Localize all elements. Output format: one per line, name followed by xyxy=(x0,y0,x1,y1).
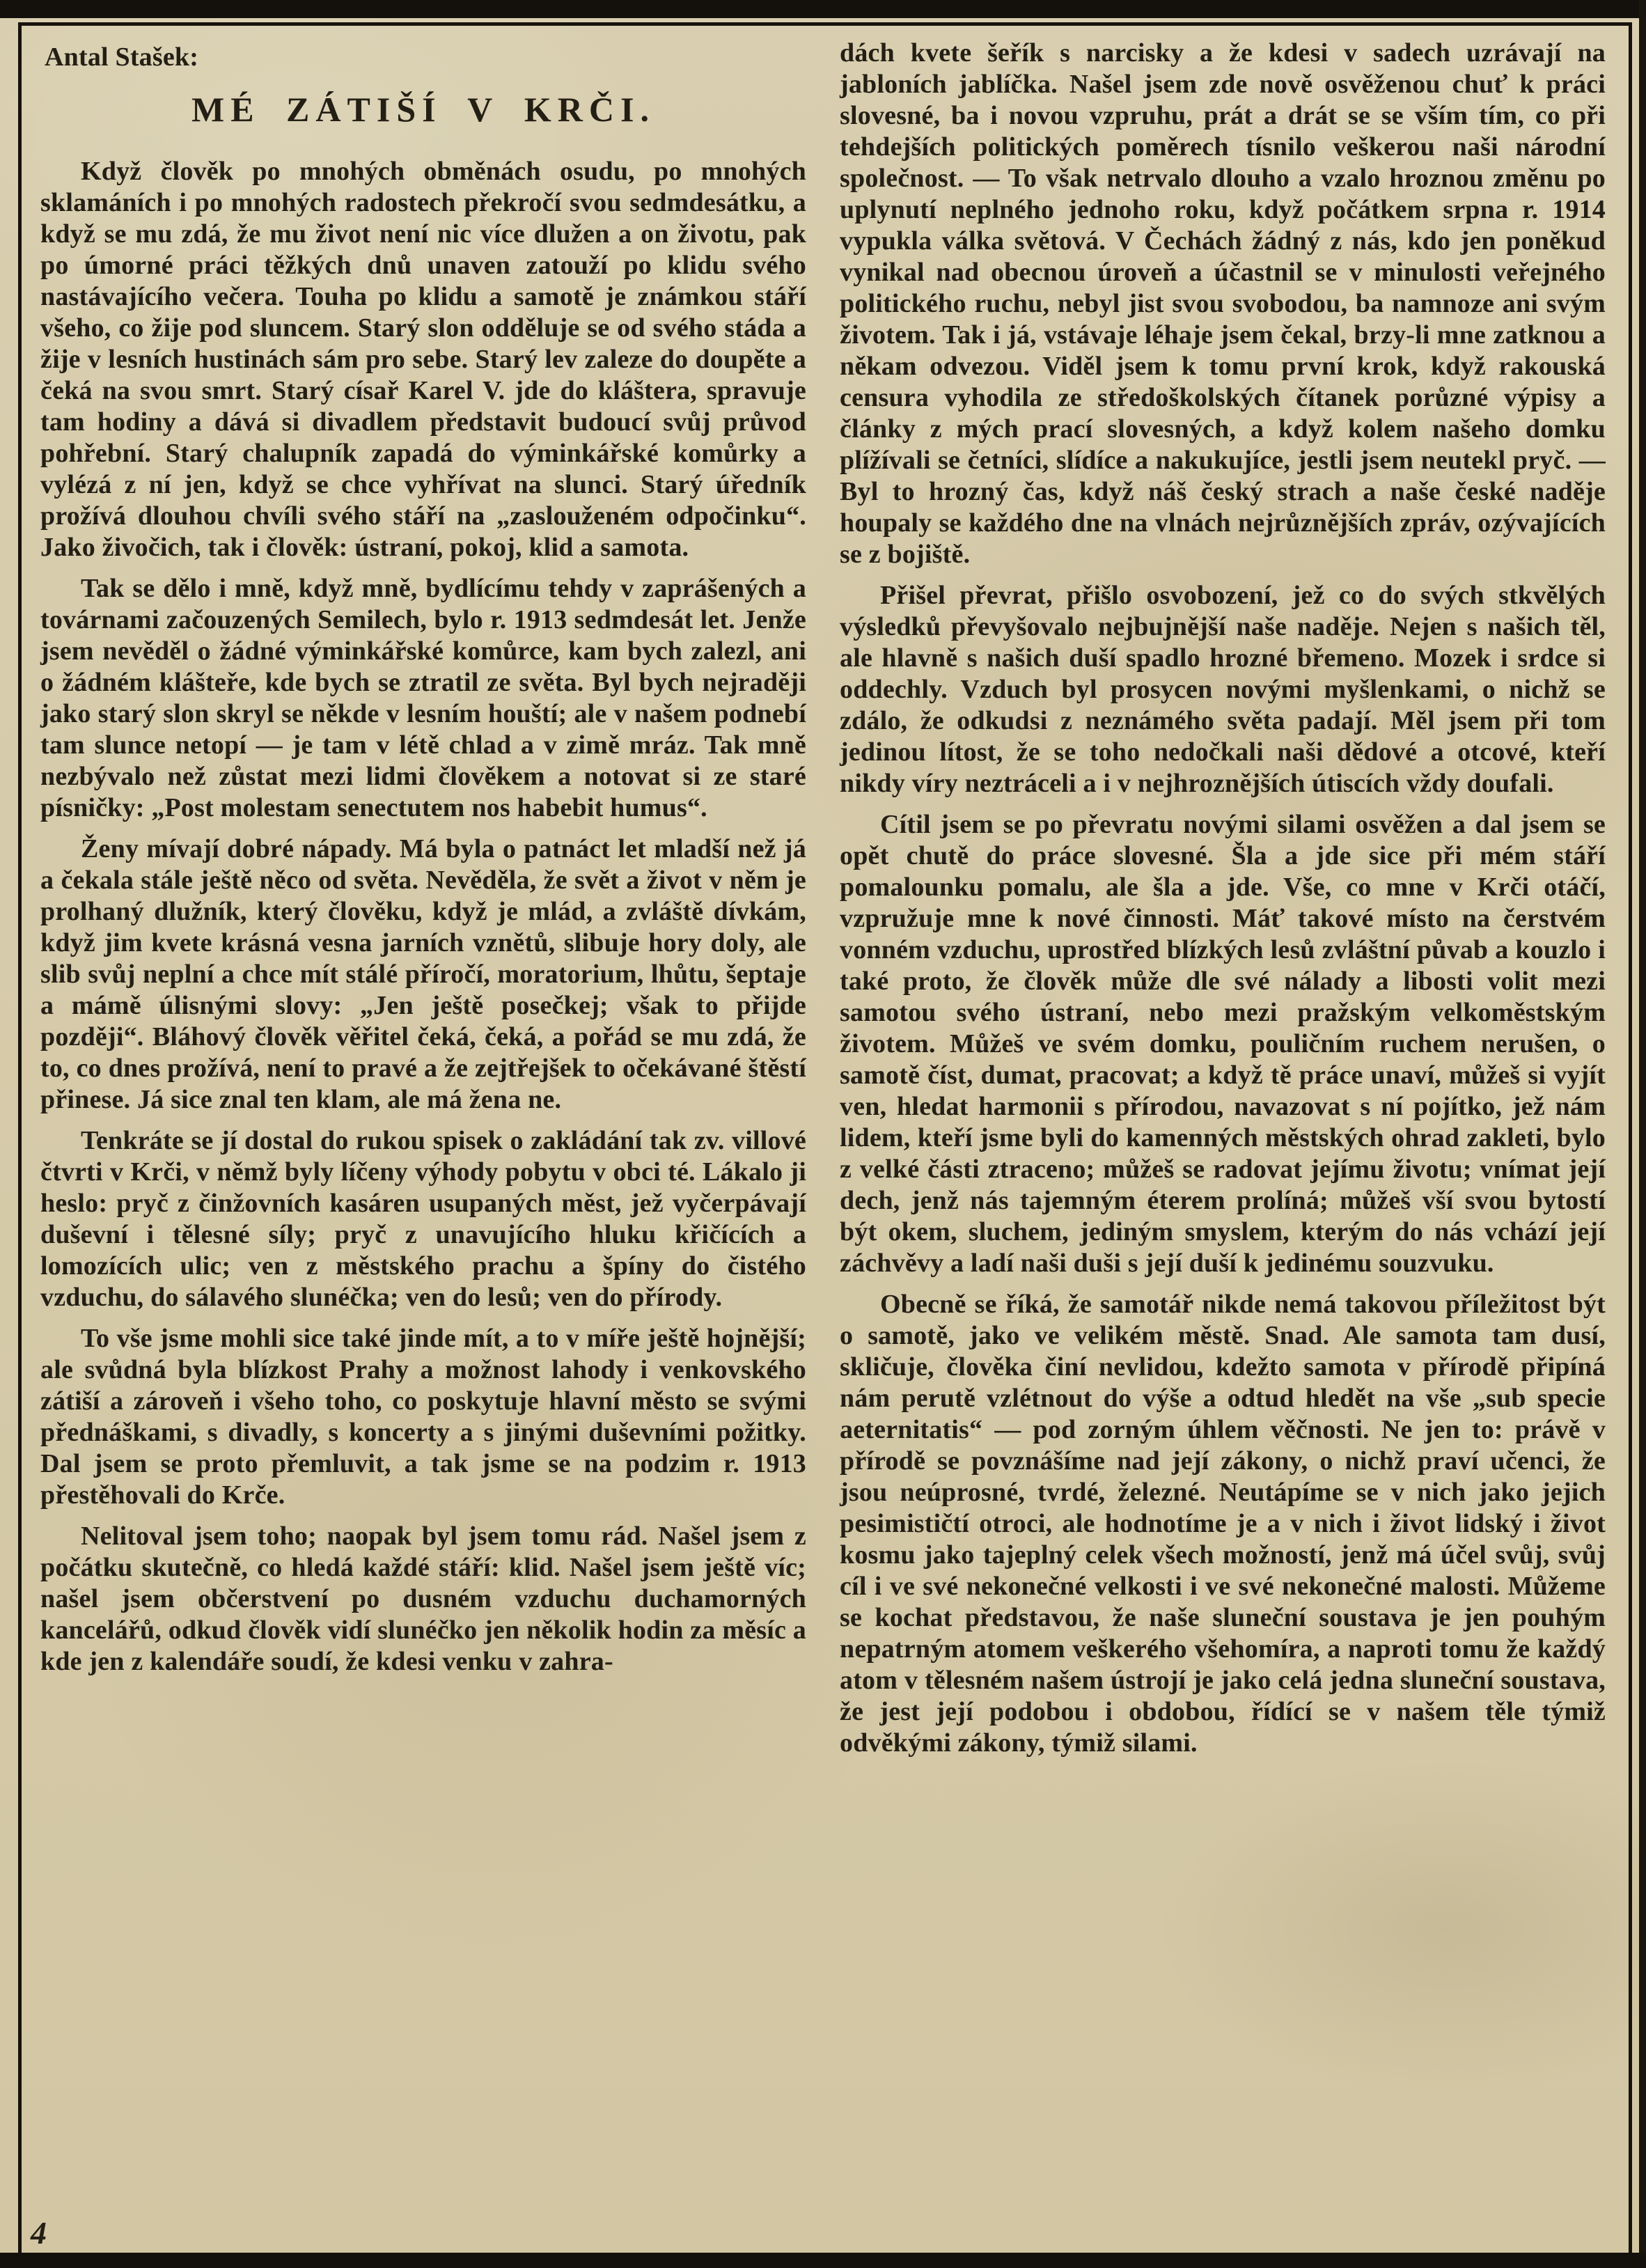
author-line: Antal Stašek: xyxy=(45,42,199,72)
scan-edge-bottom xyxy=(0,2253,1646,2268)
paragraph: Obecně se říká, že samotář nikde nemá takovou příležitost být o samotě, jako ve velikém městě. Snad. Ale samota tam dusí, skličuje, člověka činí nevlidou, kdežto samota v přírodě připíná nám perutě vzlétnout do výše a odtud hledět na vše „sub specie aeternitatis“ — pod zorným úhlem věčnosti. Ne jen to: právě v přírodě se povznášíme nad její zákony, o nichž praví učenci, že jsou neúprosné, tvrdé, železné. Neutápíme se v nich jako jejich pesimističtí otroci, ale hodnotíme je a v nich i život lidský i život kosmu jako tajeplný celek všech možností, jenž má účel svůj, svůj cíl i ve své nekonečné velkosti i ve své nekonečné malosti. Můžeme se kochat představou, že naše sluneční soustava je jen pouhým nepatrným atomem veškerého všehomíra, a naproti tomu že každý atom v tělesném našem ústrojí je jako celá jedna sluneční soustava, že jest její podobou i obdobou, řídící se v našem těle týmiž odvěkými zákony, týmiž silami. xyxy=(840,1290,1606,1758)
paragraph: Nelitoval jsem toho; naopak byl jsem tomu rád. Našel jsem z počátku skutečně, co hledá každé stáří: klid. Našel jsem ještě víc; našel jsem občerstvení po dusném vzduchu duchamorných kancelářů, odkud člověk vidí slunéčko jen několik hodin za měsíc a kde jen z kalendáře soudí, že kdesi venku v zahra- xyxy=(40,1522,806,1676)
left-column xyxy=(40,38,806,2233)
paragraph: To vše jsme mohli sice také jinde mít, a to v míře ještě hojnější; ale svůdná byla blízkost Prahy a možnost lahody i venkovského zátiší a zároveň i všeho toho, co poskytuje hlavní město se svými přednáškami, s divadly, s koncerty a s jinými duševními požitky. Dal jsem se proto přemluvit, a tak jsme se na podzim r. 1913 přestěhovali do Krče. xyxy=(40,1324,806,1510)
scan-edge-top xyxy=(0,0,1646,18)
paragraph: Přišel převrat, přišlo osvobození, jež co do svých stkvělých výsledků převyšovalo nejbujnější naše naděje. Nejen s našich těl, ale hlavně s našich duší spadlo hrozné břemeno. Mozek i srdce si oddechly. Vzduch byl prosycen novými myšlenkami, o nichž se zdálo, že odkudsi z neznámého světa padají. Měl jsem při tom jedinou lítost, že se toho nedočkali naši dědové a otcové, kteří nikdy víry neztráceli a i v nejhroznějších útiscích vždy doufali. xyxy=(840,581,1606,798)
paragraph: Tenkráte se jí dostal do rukou spisek o zakládání tak zv. villové čtvrti v Krči, v němž byly líčeny výhody pobytu v obci té. Lákalo ji heslo: pryč z činžovních kasáren usupaných měst, jež vyčerpávají duševní i tělesné síly; pryč z unavujícího hluku křičících a lomozících ulic; ven z městského prachu a špíny do čistého vzduchu, do sálavého slunéčka; ven do lesů; ven do přírody. xyxy=(40,1126,806,1312)
paragraph: Ženy mívají dobré nápady. Má byla o patnáct let mladší než já a čekala stále ještě něco od světa. Nevěděla, že svět a život v něm je prolhaný dlužník, který člověku, když je mlád, a zvláště dívkám, když jim kvete krásná vesna jarních vznětů, slibuje hory doly, ale slib svůj neplní a chce mít stálé příročí, moratorium, lhůtu, šeptaje a mámě úlisnými slovy: „Jen ještě posečkej; však to přijde později“. Bláhový člověk věřitel čeká, čeká, a pořád se mu zdá, že to, co dnes prožívá, není to pravé a že zejtřejšek to očekávané štěstí přinese. Já sice znal ten klam, ale má žena ne. xyxy=(40,834,806,1114)
page-number: 4 xyxy=(31,2215,47,2251)
right-column xyxy=(840,38,1606,2233)
article-title: MÉ ZÁTIŠÍ V KRČI. xyxy=(191,90,655,129)
scan-edge-right xyxy=(1639,0,1646,2268)
paragraph: Když člověk po mnohých obměnách osudu, po mnohých sklamáních i po mnohých radostech překročí svou sedmdesátku, a když se mu zdá, že mu život není nic více dlužen a on životu, pak po úmorné práci těžkých dnů unaven zatouží po klidu svého nastávajícího večera. Touha po klidu a samotě je známkou stáří všeho, co žije pod sluncem. Starý slon odděluje se od svého stáda a žije v lesních hustinách sám pro sebe. Starý lev zaleze do doupěte a čeká na svou smrt. Starý císař Karel V. jde do kláštera, spravuje tam hodiny a dává si divadlem představit budoucí svůj průvod pohřební. Starý chalupník zapadá do výminkářské komůrky a vylézá z ní jen, když se chce vyhřívat na slunci. Starý úředník prožívá dlouhou chvíli svého stáří na „zaslouženém odpočinku“. Jako živočich, tak i člověk: ústraní, pokoj, klid a samota. xyxy=(40,157,806,562)
paragraph: Tak se dělo i mně, když mně, bydlícímu tehdy v zaprášených a továrnami začouzených Semilech, bylo r. 1913 sedmdesát let. Jenže jsem nevěděl o žádné výminkářské komůrce, kam bych zalezl, ani o žádném klášteře, kde bych se ztratil ze světa. Byl bych nejraději jako starý slon skryl se někde v lesním houští; ale v našem podnebí tam slunce netopí — je tam v létě chlad a v zimě mráz. Tak mně nezbývalo než zůstat mezi lidmi člověkem a notovat si ze staré písničky: „Post molestam senectutem nos habebit humus“. xyxy=(40,574,806,822)
paragraph-continuation: dách kvete šeřík s narcisky a že kdesi v sadech uzrávají na jabloních jablíčka. Našel jsem zde nově osvěženou chuť k práci slovesné, ba i novou vzpruhu, prát a drát se se vším tím, co při tehdejších politických poměrech tísnilo veškerou naši národní společnost. — To však netrvalo dlouho a vzalo hroznou změnu po uplynutí neplného jednoho roku, když počátkem srpna r. 1914 vypukla válka světová. V Čechách žádný z nás, kdo jen poněkud vynikal nad obecnou úroveň a účastnil se v minulosti veřejného politického ruchu, nebyl jist svou svobodou, ba namnoze ani svým životem. Tak i já, vstávaje léhaje jsem čekal, brzy-li mne zatknou a někam odvezou. Viděl jsem k tomu první krok, když rakouská censura vyhodila ze středoškolských čítanek porůzné výpisy a články z mých prací slovesných, a když kolem našeho domku plížívali se četníci, slídíce a nakukujíce, jestli jsem neutekl pryč. — Byl to hrozný čas, když náš český strach a naše české naděje houpaly se každého dne na vlnách nejrůznějších zpráv, ozývajících se z bojiště. xyxy=(840,38,1606,569)
paragraph: Cítil jsem se po převratu novými silami osvěžen a dal jsem se opět chutě do práce slovesné. Šla a jde sice při mém stáří pomalounku pomalu, ale šla a jde. Vše, co mne v Krči otáčí, vzpružuje mne k nové činnosti. Máť takové místo na čerstvém vonném vzduchu, uprostřed blízkých lesů zvláštní půvab a kouzlo i také proto, že člověk může dle své nálady a libosti volit mezi samotou svého ústraní, nebo mezi pražským velkoměstským životem. Můžeš ve svém domku, pouličním ruchem nerušen, o samotě číst, dumat, pracovat; a když tě práce unaví, můžeš si vyjít ven, hledat harmonii s přírodou, navazovat s ní pojítko, jež nám lidem, kteří jsme byli do kamenných městských ohrad zakleti, bylo z velké části ztraceno; můžeš se radovat jejímu životu; vnímat její dech, jenž nás tajemným éterem prolíná; můžeš vší svou bytostí být okem, sluchem, jediným smyslem, kterým do nás vchází její záchvěvy a ladí naši duši s její duší k jedinému souzvuku. xyxy=(840,810,1606,1278)
page-content xyxy=(40,38,1606,2233)
